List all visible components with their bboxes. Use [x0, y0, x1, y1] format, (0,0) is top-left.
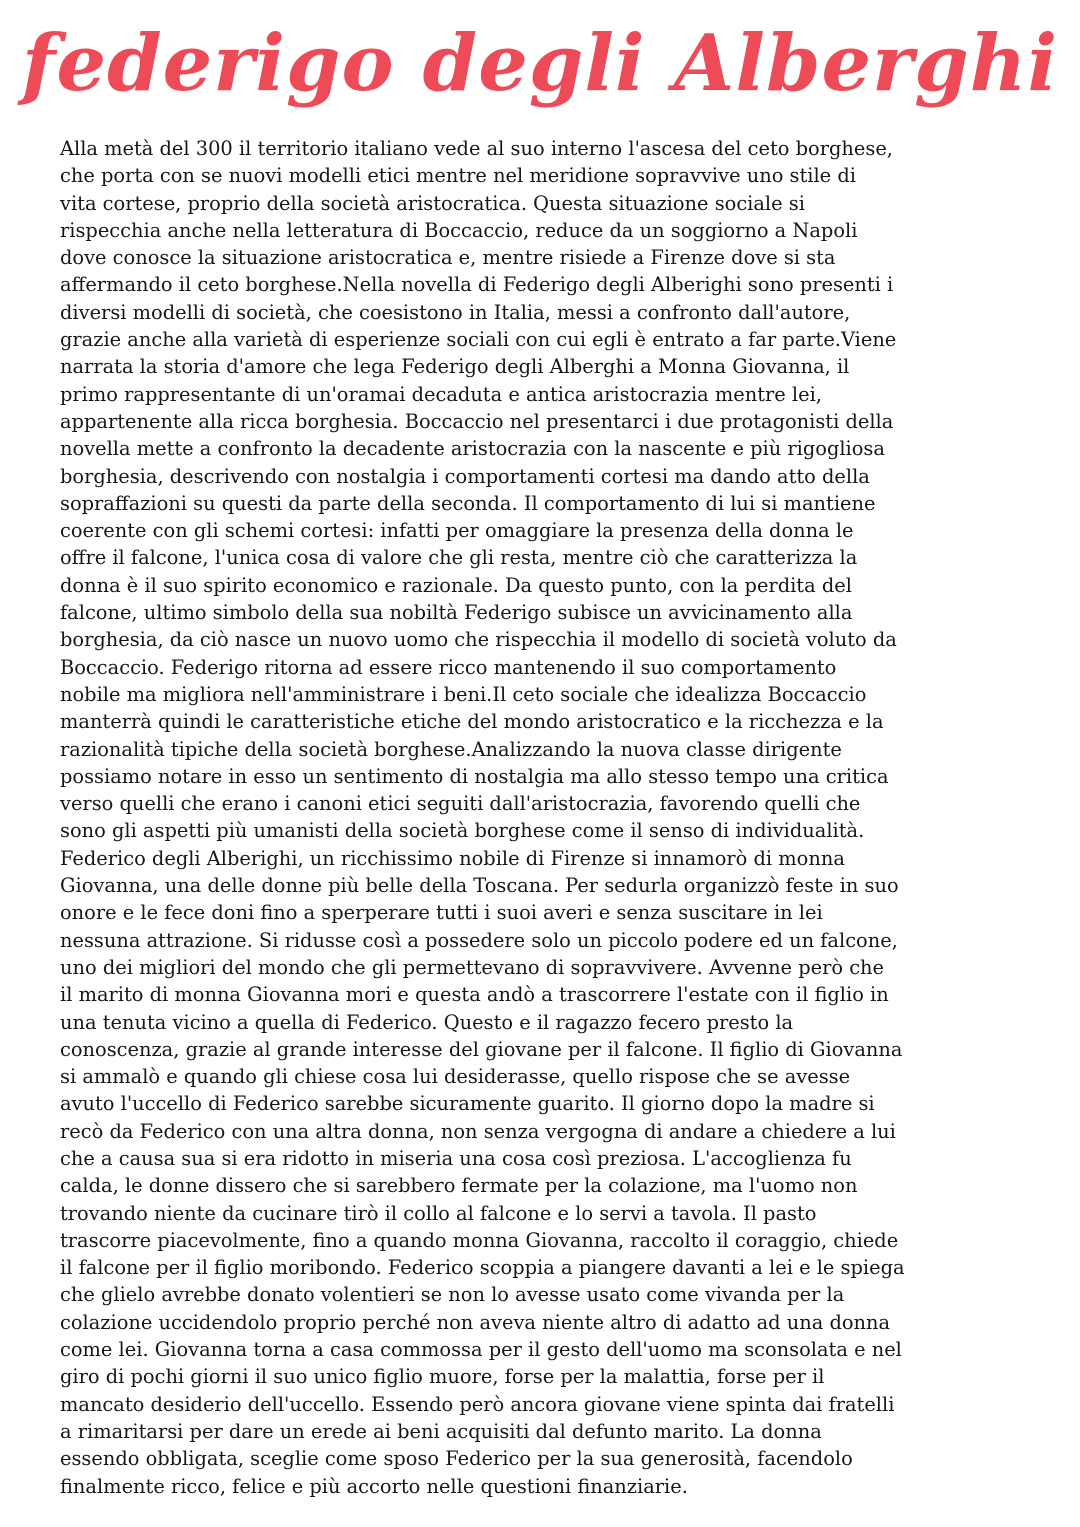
text-line: donna è il suo spirito economico e razionale. Da questo punto, con la perdita del: [60, 573, 852, 597]
text-line: Federico degli Alberighi, un ricchissimo nobile di Firenze si innamorò di monna: [60, 846, 845, 870]
text-line: avuto l'uccello di Federico sarebbe sicuramente guarito. Il giorno dopo la madre si: [60, 1092, 875, 1116]
text-line: onore e le fece doni fino a sperperare tutti i suoi averi e senza suscitare in lei: [60, 901, 823, 925]
text-line: essendo obbligata, sceglie come sposo Federico per la sua generosità, facendolo: [60, 1447, 853, 1471]
text-line: grazie anche alla varietà di esperienze sociali con cui egli è entrato a far parte.Viene: [60, 328, 897, 352]
text-line: offre il falcone, l'unica cosa di valore che gli resta, mentre ciò che caratterizza la: [60, 546, 858, 570]
text-line: giro di pochi giorni il suo unico figlio muore, forse per la malattia, forse per il: [60, 1365, 825, 1389]
text-line: coerente con gli schemi cortesi: infatti per omaggiare la presenza della donna le: [60, 519, 854, 543]
text-line: verso quelli che erano i canoni etici seguiti dall'aristocrazia, favorendo quelli che: [60, 792, 861, 816]
text-line: che porta con se nuovi modelli etici mentre nel meridione sopravvive uno stile di: [60, 164, 856, 188]
document-body: [60, 135, 1030, 1500]
text-line: il falcone per il figlio moribondo. Federico scoppia a piangere davanti a lei e le spiega: [60, 1256, 905, 1280]
text-line: una tenuta vicino a quella di Federico. Questo e il ragazzo fecero presto la: [60, 1010, 794, 1034]
text-line: appartenente alla ricca borghesia. Boccaccio nel presentarci i due protagonisti della: [60, 409, 894, 433]
document-title: federigo degli Alberghi: [21, 18, 1059, 109]
text-line: nobile ma migliora nell'amministrare i beni.Il ceto sociale che idealizza Boccaccio: [60, 682, 867, 706]
text-line: a rimaritarsi per dare un erede ai beni acquisiti dal defunto marito. La donna: [60, 1419, 822, 1443]
text-line: Giovanna, una delle donne più belle della Toscana. Per sedurla organizzò feste in suo: [60, 874, 899, 898]
text-line: manterrà quindi le caratteristiche etiche del mondo aristocratico e la ricchezza e la: [60, 710, 884, 734]
text-line: uno dei migliori del mondo che gli permettevano di sopravvivere. Avvenne però che: [60, 955, 885, 979]
text-line: dove conosce la situazione aristocratica e, mentre risiede a Firenze dove si sta: [60, 246, 836, 270]
text-line: che glielo avrebbe donato volentieri se non lo avesse usato come vivanda per la: [60, 1283, 845, 1307]
text-line: si ammalò e quando gli chiese cosa lui desiderasse, quello rispose che se avesse: [60, 1065, 851, 1089]
text-line: come lei. Giovanna torna a casa commossa per il gesto dell'uomo ma sconsolata e nel: [60, 1338, 902, 1362]
text-line: affermando il ceto borghese.Nella novella di Federigo degli Alberighi sono presenti i: [60, 273, 894, 297]
text-line: novella mette a confronto la decadente aristocrazia con la nascente e più rigogliosa: [60, 437, 885, 461]
text-line: sopraffazioni su questi da parte della seconda. Il comportamento di lui si mantiene: [60, 491, 876, 515]
text-line: conoscenza, grazie al grande interesse del giovane per il falcone. Il figlio di Giovanna: [60, 1037, 903, 1061]
text-line: rispecchia anche nella letteratura di Boccaccio, reduce da un soggiorno a Napoli: [60, 218, 858, 242]
text-line: Alla metà del 300 il territorio italiano vede al suo interno l'ascesa del ceto borghese,: [60, 137, 893, 160]
text-line: borghesia, descrivendo con nostalgia i comportamenti cortesi ma dando atto della: [60, 464, 870, 488]
text-line: colazione uccidendolo proprio perché non aveva niente altro di adatto ad una donna: [60, 1310, 891, 1334]
text-line: diversi modelli di società, che coesistono in Italia, messi a confronto dall'autore,: [60, 300, 851, 324]
text-line: vita cortese, proprio della società aristocratica. Questa situazione sociale si: [60, 191, 805, 215]
text-line: narrata la storia d'amore che lega Federigo degli Alberghi a Monna Giovanna, il: [60, 355, 850, 379]
text-line: Boccaccio. Federigo ritorna ad essere ricco mantenendo il suo comportamento: [60, 655, 837, 679]
text-line: finalmente ricco, felice e più accorto nelle questioni finanziarie.: [60, 1474, 688, 1498]
text-line: falcone, ultimo simbolo della sua nobiltà Federigo subisce un avvicinamento alla: [60, 601, 853, 625]
text-line: borghesia, da ciò nasce un nuovo uomo che rispecchia il modello di società voluto da: [60, 628, 897, 652]
text-line: recò da Federico con una altra donna, non senza vergogna di andare a chiedere a lui: [60, 1119, 896, 1143]
text-line: calda, le donne dissero che si sarebbero fermate per la colazione, ma l'uomo non: [60, 1174, 858, 1198]
text-line: il marito di monna Giovanna mori e questa andò a trascorrere l'estate con il figlio in: [60, 983, 889, 1007]
text-line: razionalità tipiche della società borghese.Analizzando la nuova classe dirigente: [60, 737, 842, 761]
text-line: primo rappresentante di un'oramai decaduta e antica aristocrazia mentre lei,: [60, 382, 822, 406]
text-line: trascorre piacevolmente, fino a quando monna Giovanna, raccolto il coraggio, chiede: [60, 1228, 899, 1252]
text-line: mancato desiderio dell'uccello. Essendo però ancora giovane viene spinta dai fratelli: [60, 1392, 895, 1416]
text-line: nessuna attrazione. Si ridusse così a possedere solo un piccolo podere ed un falcone,: [60, 928, 898, 952]
text-line: sono gli aspetti più umanisti della società borghese come il senso di individualità.: [60, 819, 865, 843]
text-line: possiamo notare in esso un sentimento di nostalgia ma allo stesso tempo una critica: [60, 764, 889, 788]
text-line: che a causa sua si era ridotto in miseria una cosa così preziosa. L'accoglienza fu: [60, 1146, 852, 1170]
text-line: trovando niente da cucinare tirò il collo al falcone e lo servi a tavola. Il pasto: [60, 1201, 817, 1225]
